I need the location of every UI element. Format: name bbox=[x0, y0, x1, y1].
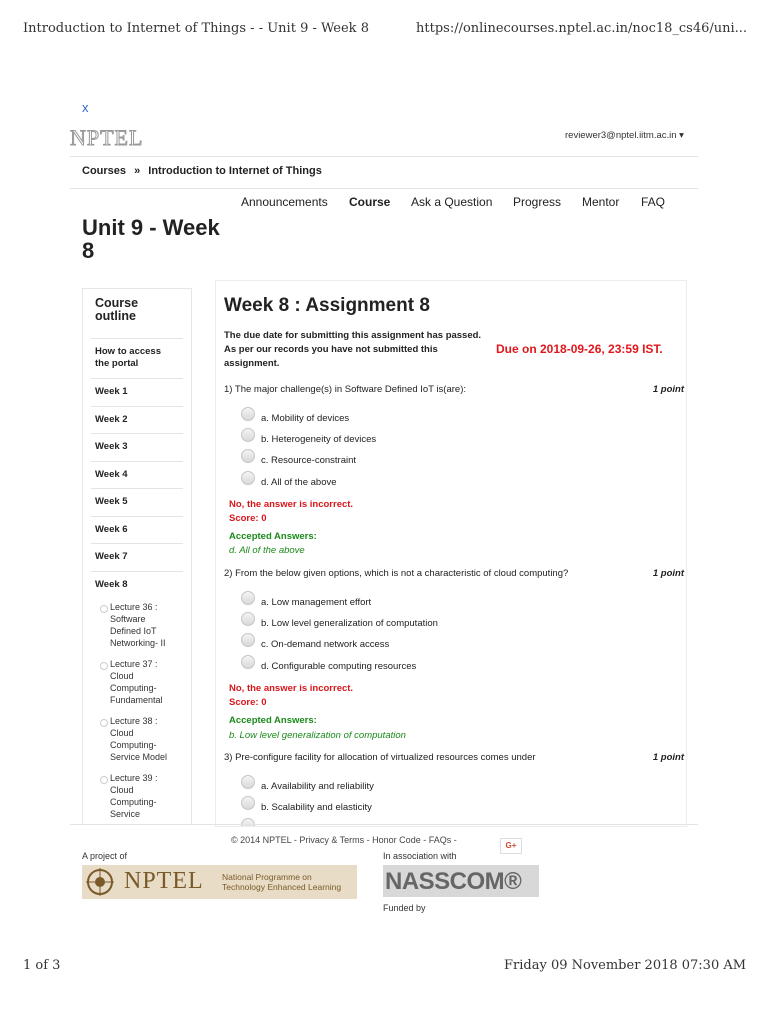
nptel-logo-sub2: Technology Enhanced Learning bbox=[222, 882, 342, 892]
q2-option-c-label: c. On-demand network access bbox=[261, 639, 390, 650]
passed-note: The due date for submitting this assignment has passed. bbox=[224, 330, 482, 341]
lecture-label: Lecture 38 : bbox=[110, 716, 158, 726]
breadcrumb-separator: » bbox=[134, 165, 141, 177]
breadcrumb bbox=[82, 165, 322, 177]
q1-accepted-answer: d. All of the above bbox=[229, 545, 305, 556]
nav-ask-a-question[interactable]: Ask a Question bbox=[411, 195, 493, 209]
sidebar-divider bbox=[91, 433, 183, 434]
q2-accepted-answer: b. Low level generalization of computation bbox=[229, 730, 406, 741]
lecture-label: Software bbox=[110, 614, 146, 624]
lecture-label: Lecture 39 : bbox=[110, 773, 158, 783]
sidebar-divider bbox=[91, 338, 183, 339]
question-3-text: 3) Pre-configure facility for allocation of virtualized resources comes under bbox=[224, 752, 536, 763]
q2-option-b-label: b. Low level generalization of computation bbox=[261, 618, 438, 629]
print-header-url: https://onlinecourses.nptel.ac.in/noc18_cs46/uni... bbox=[416, 21, 748, 36]
nasscom-logo-text: NASSCOM® bbox=[385, 868, 522, 895]
q3-option-b-radio[interactable] bbox=[241, 796, 255, 810]
not-submitted-line2: assignment. bbox=[224, 358, 280, 369]
print-header-title: Introduction to Internet of Things - - Unit 9 - Week 8 bbox=[23, 21, 369, 36]
sidebar-divider bbox=[91, 571, 183, 572]
question-1-text: 1) The major challenge(s) in Software Defined IoT is(are): bbox=[224, 384, 467, 395]
question-2-text: 2) From the below given options, which is not a characteristic of cloud computing? bbox=[224, 568, 569, 579]
q2-score: Score: 0 bbox=[229, 697, 267, 708]
q3-option-a-radio[interactable] bbox=[241, 775, 255, 789]
nav-announcements[interactable]: Announcements bbox=[241, 195, 328, 209]
q3-option-a-label: a. Availability and reliability bbox=[261, 781, 374, 792]
lecture-label: Cloud bbox=[110, 785, 134, 795]
breadcrumb-course[interactable]: Introduction to Internet of Things bbox=[148, 165, 322, 177]
association-label: In association with bbox=[383, 851, 457, 861]
sidebar-item-label: How to access bbox=[95, 346, 161, 357]
nav-progress[interactable]: Progress bbox=[513, 195, 562, 209]
nav-faq[interactable]: FAQ bbox=[641, 195, 666, 209]
assignment-panel bbox=[215, 280, 687, 827]
course-outline-sidebar bbox=[82, 288, 192, 825]
question-2-points: 1 point bbox=[652, 568, 684, 579]
q3-option-b-label: b. Scalability and elasticity bbox=[261, 802, 372, 813]
header-divider bbox=[70, 156, 698, 157]
sidebar-divider bbox=[91, 516, 183, 517]
google-plus-icon[interactable]: G+ bbox=[500, 838, 522, 854]
lecture-label: Lecture 37 : bbox=[110, 659, 158, 669]
lecture-status-icon bbox=[100, 605, 108, 613]
q2-option-d-radio[interactable] bbox=[241, 655, 255, 669]
q1-option-a-radio[interactable] bbox=[241, 407, 255, 421]
sidebar-item-week-3[interactable]: Week 3 bbox=[95, 441, 128, 452]
lecture-label: Networking- II bbox=[110, 638, 166, 648]
q1-option-a-label: a. Mobility of devices bbox=[261, 413, 350, 424]
sidebar-item-week-5[interactable]: Week 5 bbox=[95, 496, 128, 507]
due-date: Due on 2018-09-26, 23:59 IST. bbox=[496, 342, 663, 356]
q3-option-c-radio[interactable] bbox=[241, 818, 255, 827]
nav-mentor[interactable]: Mentor bbox=[582, 195, 620, 209]
user-menu[interactable]: reviewer3@nptel.iitm.ac.in ▾ bbox=[565, 130, 684, 141]
lecture-label: Service Model bbox=[110, 752, 168, 762]
q1-option-b-label: b. Heterogeneity of devices bbox=[261, 434, 377, 445]
sidebar-divider bbox=[91, 378, 183, 379]
nptel-logo-main: NPTEL bbox=[124, 868, 204, 894]
sidebar-item-week-6[interactable]: Week 6 bbox=[95, 524, 128, 535]
q2-accepted-label: Accepted Answers: bbox=[229, 715, 317, 726]
nptel-logo[interactable]: NPTEL bbox=[70, 125, 144, 150]
course-outline-heading-line1: Course bbox=[95, 296, 139, 310]
nptel-project-logo[interactable] bbox=[82, 865, 357, 899]
lecture-label: Computing- bbox=[110, 683, 157, 693]
lecture-status-icon bbox=[100, 719, 108, 727]
close-link[interactable]: x bbox=[82, 100, 89, 115]
sidebar-lecture-39[interactable] bbox=[110, 772, 180, 820]
sidebar-item-week-8[interactable]: Week 8 bbox=[95, 579, 128, 590]
breadcrumb-divider bbox=[70, 188, 698, 189]
sidebar-lecture-38[interactable] bbox=[110, 715, 180, 763]
lecture-label: Cloud bbox=[110, 728, 134, 738]
assignment-title: Week 8 : Assignment 8 bbox=[224, 295, 430, 316]
q1-option-c-radio[interactable] bbox=[241, 449, 255, 463]
nasscom-logo[interactable] bbox=[383, 865, 539, 897]
sidebar-divider bbox=[91, 461, 183, 462]
page-title bbox=[82, 216, 220, 262]
q2-option-b-radio[interactable] bbox=[241, 612, 255, 626]
sidebar-lecture-37[interactable] bbox=[110, 658, 180, 706]
q1-result: No, the answer is incorrect. bbox=[229, 499, 354, 510]
sidebar-divider bbox=[91, 488, 183, 489]
q2-option-d-label: d. Configurable computing resources bbox=[261, 661, 417, 672]
q2-result: No, the answer is incorrect. bbox=[229, 683, 354, 694]
sidebar-item-how-to-access[interactable] bbox=[95, 346, 161, 370]
page-title-line2: 8 bbox=[82, 238, 95, 263]
question-3-points: 1 point bbox=[652, 752, 684, 763]
lecture-label: Computing- bbox=[110, 797, 157, 807]
nptel-emblem-icon bbox=[84, 867, 116, 897]
lecture-label: Lecture 36 : bbox=[110, 602, 158, 612]
question-1-points: 1 point bbox=[652, 384, 684, 395]
project-of-label: A project of bbox=[82, 851, 128, 861]
lecture-label: Cloud bbox=[110, 671, 134, 681]
funded-by-label: Funded by bbox=[383, 903, 426, 913]
sidebar-item-week-4[interactable]: Week 4 bbox=[95, 469, 128, 480]
sidebar-divider bbox=[91, 406, 183, 407]
q1-accepted-label: Accepted Answers: bbox=[229, 531, 317, 542]
sidebar-lecture-36[interactable] bbox=[110, 601, 180, 649]
footer-divider bbox=[70, 824, 698, 825]
nav-course[interactable]: Course bbox=[349, 195, 391, 209]
page-title-line1: Unit 9 - Week bbox=[82, 215, 220, 240]
sidebar-item-week-2[interactable]: Week 2 bbox=[95, 414, 128, 425]
sidebar-item-week-1[interactable]: Week 1 bbox=[95, 386, 128, 397]
sidebar-divider bbox=[91, 543, 183, 544]
q1-score: Score: 0 bbox=[229, 513, 267, 524]
lecture-label: Service bbox=[110, 809, 141, 819]
breadcrumb-courses[interactable]: Courses bbox=[82, 165, 127, 177]
lecture-status-icon bbox=[100, 662, 108, 670]
lecture-status-icon bbox=[100, 776, 108, 784]
nptel-logo-sub1: National Programme on bbox=[222, 872, 312, 882]
not-submitted-line1: As per our records you have not submitted this bbox=[224, 344, 438, 355]
course-outline-heading bbox=[95, 297, 138, 323]
q2-option-a-radio[interactable] bbox=[241, 591, 255, 605]
print-page-number: 1 of 3 bbox=[23, 958, 61, 973]
print-date: Friday 09 November 2018 07:30 AM bbox=[504, 958, 747, 973]
q1-option-d-label: d. All of the above bbox=[261, 477, 337, 488]
lecture-label: Computing- bbox=[110, 740, 157, 750]
q1-option-d-radio[interactable] bbox=[241, 471, 255, 485]
course-outline-heading-line2: outline bbox=[95, 309, 136, 323]
q2-option-a-label: a. Low management effort bbox=[261, 597, 372, 608]
q1-option-c-label: c. Resource-constraint bbox=[261, 455, 357, 466]
lecture-label: Defined IoT bbox=[110, 626, 157, 636]
lecture-label: Fundamental bbox=[110, 695, 163, 705]
nptel-logo-subtitle bbox=[222, 872, 341, 892]
q2-option-c-radio[interactable] bbox=[241, 633, 255, 647]
footer-copyright: © 2014 NPTEL - Privacy & Terms - Honor Code - FAQs - bbox=[231, 835, 457, 845]
q1-option-b-radio[interactable] bbox=[241, 428, 255, 442]
sidebar-item-label: the portal bbox=[95, 358, 139, 369]
sidebar-item-week-7[interactable]: Week 7 bbox=[95, 551, 128, 562]
